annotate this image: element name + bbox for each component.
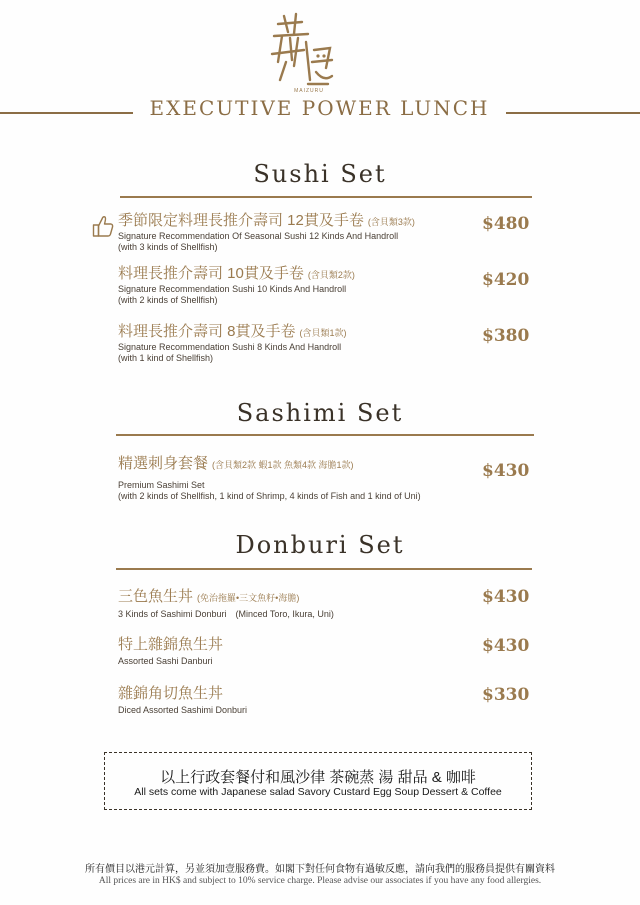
item-desc-en: Signature Recommendation Sushi 8 Kinds And Handroll xyxy=(118,342,342,352)
item-name-zh: 季節限定料理長推介壽司 12貫及手卷 (含貝類3款) xyxy=(118,212,415,229)
item-note: (含貝類2款 蝦1款 魚類4款 海膽1款) xyxy=(212,460,354,470)
section-divider xyxy=(116,434,534,436)
inclusions-zh: 以上行政套餐付和風沙律 茶碗蒸 湯 甜品 & 咖啡 xyxy=(160,769,476,786)
item-desc-en: Premium Sashimi Set xyxy=(118,480,205,490)
item-note: (含貝類1款) xyxy=(299,328,347,338)
item-name-zh: 料理長推介壽司 8貫及手卷 (含貝類1款) xyxy=(118,323,347,340)
brand-logo xyxy=(268,10,338,98)
item-note: (含貝類3款) xyxy=(367,217,415,227)
inclusions-en: All sets come with Japanese salad Savory Custard Egg Soup Dessert & Coffee xyxy=(134,786,502,798)
item-desc-en-2: (with 2 kinds of Shellfish, 1 kind of Shrimp, 4 kinds of Fish and 1 kind of Uni) xyxy=(118,491,421,501)
menu-item xyxy=(118,265,478,306)
item-name-zh: 特上雜錦魚生丼 xyxy=(118,636,224,653)
section-title-donburi: Donburi Set xyxy=(235,531,405,559)
footer-note-en: All prices are in HK$ and subject to 10% service charge. Please advise our associates if you have any food allergies. xyxy=(98,876,542,886)
item-desc-en-2: (with 2 kinds of Shellfish) xyxy=(118,295,218,305)
menu-item xyxy=(118,455,488,502)
item-price: $420 xyxy=(482,270,530,290)
item-price: $380 xyxy=(482,326,530,346)
item-note: (免治拖羅•三文魚籽•海膽) xyxy=(197,593,300,603)
set-inclusions-box xyxy=(104,752,532,810)
item-name-zh: 料理長推介壽司 10貫及手卷 (含貝類2款) xyxy=(118,265,355,282)
item-note: (含貝類2款) xyxy=(307,270,355,280)
menu-item xyxy=(118,636,478,667)
item-price: $430 xyxy=(482,636,530,656)
footer-note-zh: 所有價目以港元計算，另並須加壹服務費。如閣下對任何食物有過敏反應，請向我們的服務員提供有關資料 xyxy=(85,864,555,875)
item-desc-en: Signature Recommendation Of Seasonal Sushi 12 Kinds And Handroll xyxy=(118,231,399,241)
item-desc-en: Assorted Sashi Danburi xyxy=(118,656,213,666)
item-price: $430 xyxy=(482,461,530,481)
item-desc-en-2: (with 3 kinds of Shellfish) xyxy=(118,242,218,252)
menu-title: EXECUTIVE POWER LUNCH xyxy=(149,96,490,120)
item-name-zh: 精選刺身套餐 (含貝類2款 蝦1款 魚類4款 海膽1款) xyxy=(118,455,354,472)
item-name-zh: 三色魚生丼 (免治拖羅•三文魚籽•海膽) xyxy=(118,588,300,605)
item-name-zh: 雜錦角切魚生丼 xyxy=(118,685,224,702)
menu-item xyxy=(118,685,478,716)
section-divider xyxy=(120,196,532,198)
menu-item xyxy=(118,212,478,253)
logo-subtitle: MAIZURU xyxy=(294,88,324,94)
item-desc-en: Diced Assorted Sashimi Donburi xyxy=(118,705,248,715)
item-price: $480 xyxy=(482,214,530,234)
menu-header xyxy=(0,96,640,124)
header-divider-left xyxy=(0,112,133,114)
item-price: $430 xyxy=(482,587,530,607)
menu-item xyxy=(118,323,478,364)
section-title-sushi: Sushi Set xyxy=(253,160,387,188)
item-desc-en-2: (with 1 kind of Shellfish) xyxy=(118,353,214,363)
item-desc-en: Signature Recommendation Sushi 10 Kinds And Handroll xyxy=(118,284,347,294)
menu-item xyxy=(118,588,478,620)
header-divider-right xyxy=(506,112,640,114)
item-desc-en: 3 Kinds of Sashimi Donburi (Minced Toro, Ikura, Uni) xyxy=(118,609,334,619)
section-divider xyxy=(116,568,532,570)
section-title-sashimi: Sashimi Set xyxy=(236,399,404,427)
item-price: $330 xyxy=(482,685,530,705)
thumbs-up-icon xyxy=(92,214,114,238)
